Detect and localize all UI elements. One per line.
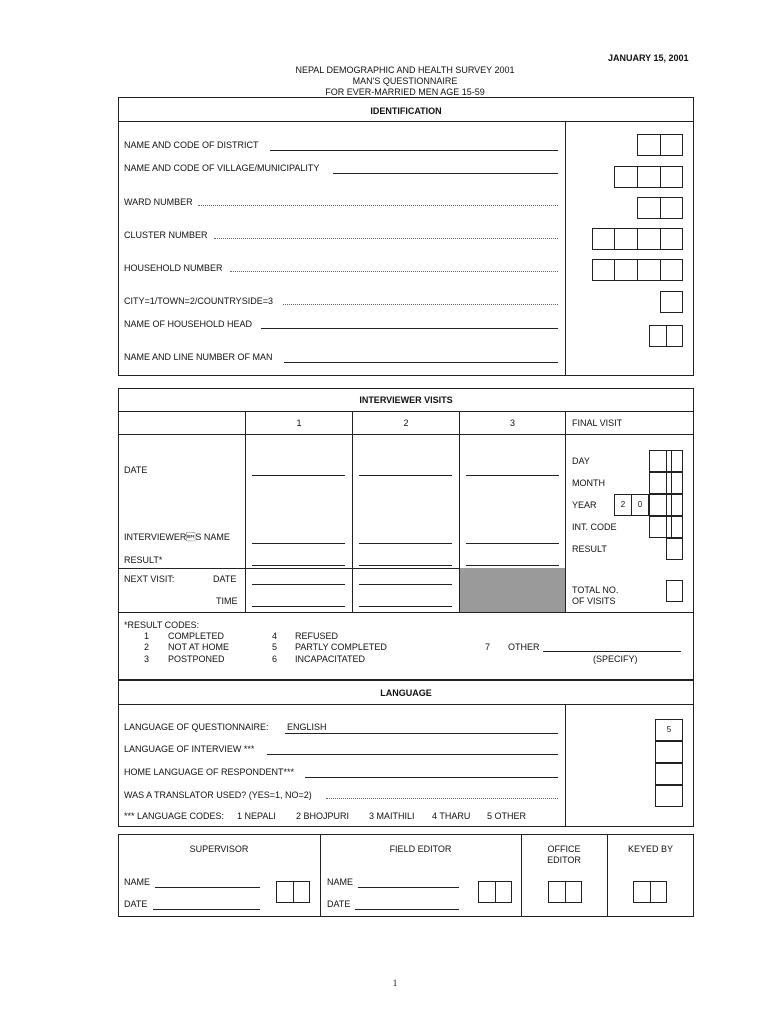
int-code-digit-2[interactable] xyxy=(666,516,683,538)
survey-title: NEPAL DEMOGRAPHIC AND HEALTH SURVEY 2001 xyxy=(295,65,515,75)
household-label: HOUSEHOLD NUMBER xyxy=(124,263,223,273)
supervisor-date-label: DATE xyxy=(124,899,148,909)
questionnaire-language-value: ENGLISH xyxy=(287,722,327,732)
home-language-field[interactable] xyxy=(305,777,558,778)
village-field[interactable] xyxy=(333,173,558,174)
year-digit-1: 2 xyxy=(614,494,632,516)
visit-3-header: 3 xyxy=(509,418,515,428)
field-editor-name-field[interactable] xyxy=(358,887,459,888)
field-editor-heading: FIELD EDITOR xyxy=(389,844,452,854)
page-number: 1 xyxy=(392,978,398,988)
final-visit-header: FINAL VISIT xyxy=(572,418,623,428)
interviewer-name-label: INTERVIEWERS NAME xyxy=(124,532,230,542)
code-1-number: 1 xyxy=(144,631,150,641)
result-codes-heading: *RESULT CODES: xyxy=(124,620,200,630)
identification-heading: IDENTIFICATION xyxy=(370,106,442,116)
result-label: RESULT* xyxy=(124,555,163,565)
village-code-box[interactable] xyxy=(614,166,683,188)
code-not-at-home: NOT AT HOME xyxy=(168,642,230,652)
code-completed: COMPLETED xyxy=(168,631,225,641)
int-code-label: INT. CODE xyxy=(572,522,617,532)
field-editor-date-label: DATE xyxy=(327,899,351,909)
translator-label: WAS A TRANSLATOR USED? (YES=1, NO=2) xyxy=(124,790,312,800)
total-visits-box[interactable] xyxy=(666,580,683,602)
home-language-code[interactable] xyxy=(655,763,683,785)
code-refused: REFUSED xyxy=(295,631,339,641)
visit-3-interviewer-field[interactable] xyxy=(466,543,559,544)
final-result-box[interactable] xyxy=(666,538,683,560)
translator-code[interactable] xyxy=(655,785,683,807)
code-partly-completed: PARTLY COMPLETED xyxy=(295,642,387,652)
visit-1-header: 1 xyxy=(296,418,302,428)
language-codes-label: *** LANGUAGE CODES: xyxy=(124,811,225,821)
shaded-cell xyxy=(460,568,565,612)
city-label: CITY=1/TOWN=2/COUNTRYSIDE=3 xyxy=(124,296,273,306)
visit-2-interviewer-field[interactable] xyxy=(359,543,452,544)
home-language-label: HOME LANGUAGE OF RESPONDENT*** xyxy=(124,767,295,777)
final-result-label: RESULT xyxy=(572,544,607,554)
man-name-label: NAME AND LINE NUMBER OF MAN xyxy=(124,352,273,362)
language-code-maithili: 3 MAITHILI xyxy=(369,811,415,821)
total-visits-label-2: OF VISITS xyxy=(572,596,616,606)
code-other: OTHER xyxy=(508,642,540,652)
office-editor-heading-1: OFFICE xyxy=(547,844,581,854)
year-digit-2: 0 xyxy=(631,494,649,516)
date-label: DATE xyxy=(124,465,148,475)
visit-3-result-field[interactable] xyxy=(466,565,559,566)
questionnaire-subtitle: FOR EVER-MARRIED MEN AGE 15-59 xyxy=(325,87,485,97)
code-5-number: 5 xyxy=(272,642,278,652)
year-digit-4[interactable] xyxy=(666,494,683,516)
code-incapacitated: INCAPACITATED xyxy=(295,654,366,664)
cluster-label: CLUSTER NUMBER xyxy=(124,230,208,240)
visit-2-date-field[interactable] xyxy=(359,475,452,476)
language-code-nepali: 1 NEPALI xyxy=(237,811,276,821)
visit-2-header: 2 xyxy=(403,418,409,428)
visit-2-next-time-field[interactable] xyxy=(359,606,452,607)
year-label: YEAR xyxy=(572,500,597,510)
visit-2-next-date-field[interactable] xyxy=(359,584,452,585)
district-field[interactable] xyxy=(270,150,558,151)
village-label: NAME AND CODE OF VILLAGE/MUNICIPALITY xyxy=(124,163,320,173)
code-6-number: 6 xyxy=(272,654,278,664)
other-specify-field[interactable] xyxy=(543,651,681,652)
district-label: NAME AND CODE OF DISTRICT xyxy=(124,140,259,150)
household-head-label: NAME OF HOUSEHOLD HEAD xyxy=(124,319,253,329)
total-visits-label-1: TOTAL NO. xyxy=(572,585,619,595)
man-name-field[interactable] xyxy=(284,362,558,363)
supervisor-date-field[interactable] xyxy=(153,909,260,910)
city-code-box[interactable] xyxy=(660,291,683,313)
field-editor-name-label: NAME xyxy=(327,877,354,887)
keyed-by-heading: KEYED BY xyxy=(627,844,674,854)
language-code-tharu: 4 THARU xyxy=(432,811,471,821)
month-digit-2[interactable] xyxy=(666,472,683,494)
ward-label: WARD NUMBER xyxy=(124,197,193,207)
day-digit-2[interactable] xyxy=(666,450,683,472)
supervisor-name-label: NAME xyxy=(124,877,151,887)
questionnaire-language-label: LANGUAGE OF QUESTIONNAIRE: xyxy=(124,722,269,732)
language-code-bhojpuri: 2 BHOJPURI xyxy=(296,811,350,821)
interview-language-code[interactable] xyxy=(655,741,683,763)
next-visit-time-label: TIME xyxy=(216,596,238,606)
questionnaire-title: MAN'S QUESTIONNAIRE xyxy=(352,76,458,86)
visit-1-next-date-field[interactable] xyxy=(252,584,345,585)
code-3-number: 3 xyxy=(144,654,150,664)
code-2-number: 2 xyxy=(144,642,150,652)
visit-2-result-field[interactable] xyxy=(359,565,452,566)
code-7-number: 7 xyxy=(485,642,491,652)
code-4-number: 4 xyxy=(272,631,278,641)
interview-language-label: LANGUAGE OF INTERVIEW *** xyxy=(124,744,255,754)
interview-language-field[interactable] xyxy=(267,754,558,755)
field-editor-date-field[interactable] xyxy=(355,909,459,910)
language-heading: LANGUAGE xyxy=(380,688,432,698)
visit-1-result-field[interactable] xyxy=(252,565,345,566)
visit-1-next-time-field[interactable] xyxy=(252,606,345,607)
visit-1-interviewer-field[interactable] xyxy=(252,543,345,544)
day-label: DAY xyxy=(572,456,590,466)
questionnaire-language-code: 5 xyxy=(655,719,683,741)
next-visit-date-label: DATE xyxy=(213,574,237,584)
code-postponed: POSTPONED xyxy=(168,654,225,664)
month-label: MONTH xyxy=(572,478,605,488)
household-head-field[interactable] xyxy=(261,328,558,329)
office-editor-heading-2: EDITOR xyxy=(547,855,581,865)
next-visit-label: NEXT VISIT: xyxy=(124,574,175,584)
visit-1-date-field[interactable] xyxy=(252,475,345,476)
visits-heading: INTERVIEWER VISITS xyxy=(359,395,453,405)
visit-3-date-field[interactable] xyxy=(466,475,559,476)
supervisor-name-field[interactable] xyxy=(155,887,260,888)
language-code-other: 5 OTHER xyxy=(487,811,527,821)
specify-label: (SPECIFY) xyxy=(593,654,638,664)
questionnaire-date: JANUARY 15, 2001 xyxy=(608,53,689,63)
supervisor-heading: SUPERVISOR xyxy=(189,844,249,854)
